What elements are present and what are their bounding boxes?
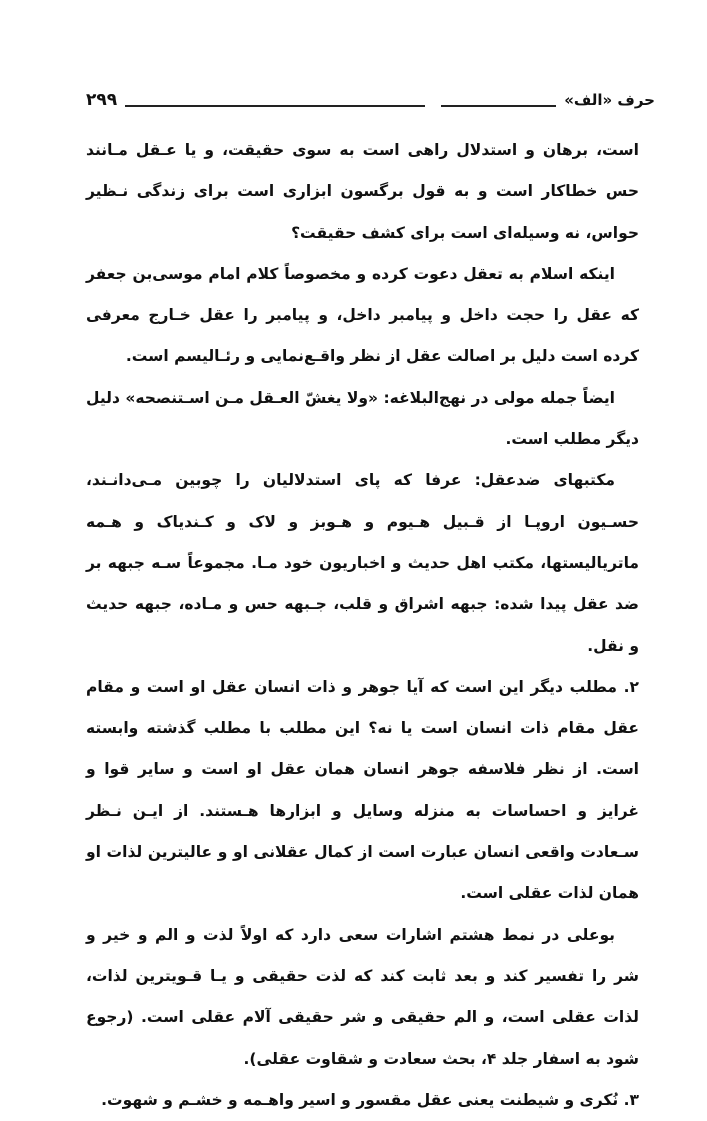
paragraph: است، برهان و استدلال راهی است به سوی حقیقت، و یا عـقل مـانند حس خطاکار است و به قول برگسون ابزاری است برای زندگی نـظیر حواس، نه وسیله‌ای است برای کشف حقیقت؟	[86, 141, 639, 242]
paragraph: مکتبهای ضدعقل: عرفا که پای استدلالیان را چوبین مـی‌دانـند، حسـیون اروپـا از قـبیل هـیوم و هـوبز و لاک و کـندیاک و هـمه ماتریالیستها، مکتب اهل حدیث و اخباریون خود مـا. مجموعاً سـه جبهه بر ضد عقل پیدا شده: جبهه اشراق و قلب، جـبهه حس و مـاده، جبهه حدیث و نقل.	[86, 471, 639, 655]
paragraph: ۳. نُکری و شیطنت یعنی عقل مقسور و اسیر واهـمه و خشـم و شهوت.	[101, 1090, 639, 1109]
paragraph: بوعلی در نمط هشتم اشارات سعی دارد که اولاً لذت و الم و خیر و شر را تفسیر کند و بعد ثابت کند که لذت حقیقی و یـا قـویترین لذات، لذات عقلی است، و الم حقیقی و شر حقیقی آلام عقلی است. (رجوع شود به اسفار جلد ۴، بحث سعادت و شقاوت عقلی).	[86, 925, 639, 1068]
page-header	[86, 86, 655, 114]
paragraph: ۲. مطلب دیگر این است که آیا جوهر و ذات انسان عقل او است و مقام عقل مقام ذات انسان است یا نه؟ این مطلب با مطلب گذشته وابسته است. از نظر فلاسفه جوهر انسان همان عقل او است و سایر قوا و غرایز و احساسات به منزله وسایل و ابزارها هـستند. از ایـن نـظر سـعادت واقعی انسان عبارت است از کمال عقلانی او و عالیترین لذات او همان لذات عقلی است.	[86, 677, 639, 903]
page-number: ۲۹۹	[86, 90, 118, 110]
header-rule	[125, 105, 425, 107]
paragraph: ایضاً جمله مولی در نهج‌البلاغه: «ولا یغشّ العـقل مـن اسـتنصحه» دلیل دیگر مطلب است.	[86, 388, 639, 449]
running-head: حرف «الف»	[564, 91, 655, 109]
header-rule	[441, 105, 556, 107]
body-text	[86, 130, 639, 1121]
paragraph: اینکه اسلام به تعقل دعوت کرده و مخصوصاً کلام امام موسی‌بن جعفر که عقل را حجت داخل و پیامبر داخل، و پیامبر را عقل خـارج معرفی کرده است دلیل بر اصالت عقل از نظر واقـع‌نمایی و رئـالیسم است.	[86, 264, 639, 366]
